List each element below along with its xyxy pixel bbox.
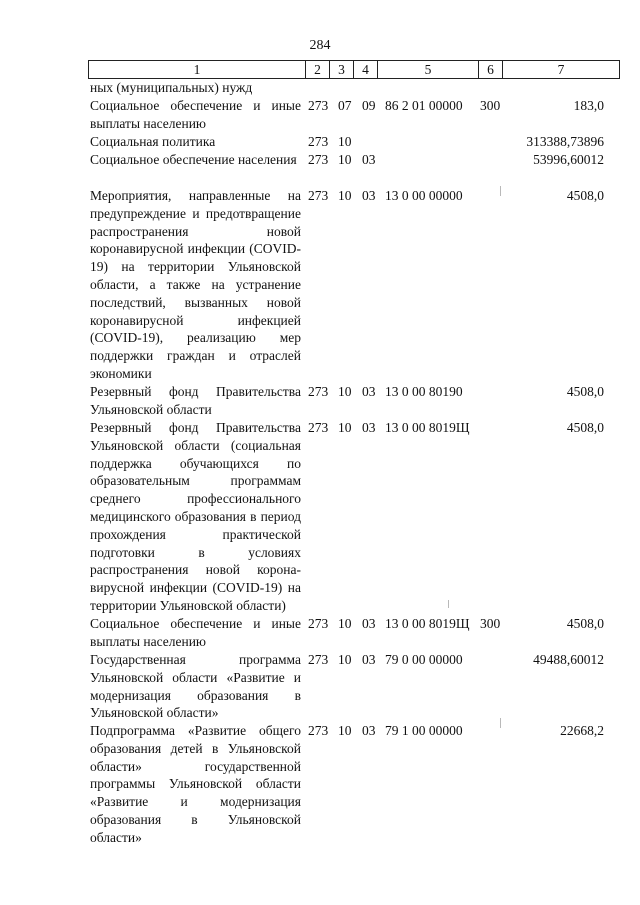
column-number-7: 7 bbox=[503, 61, 620, 79]
cell-target-article: 13 0 00 00000 bbox=[385, 188, 463, 203]
column-header-row bbox=[88, 60, 620, 79]
cell-expense-type: 300 bbox=[480, 98, 501, 113]
cell-subsection-code: 03 bbox=[362, 188, 376, 203]
page-number: 284 bbox=[309, 38, 331, 53]
cell-ministry-code: 273 bbox=[308, 420, 329, 435]
cell-ministry-code: 273 bbox=[308, 188, 329, 203]
cell-ministry-code: 273 bbox=[308, 134, 329, 149]
cell-subsection-code: 03 bbox=[362, 152, 376, 167]
row-name: Резервный фонд Правительства Ульяновской области (социальная поддержка обучающихся по образовательным программам среднего профессионального медицинского образования в период прохождения практической подготовки в условиях распространения новой коронавирусной инфекции (COVID-19) на территории Ульяновской области) bbox=[90, 420, 301, 613]
scan-mark bbox=[500, 718, 501, 728]
table-row bbox=[0, 133, 640, 151]
cell-subsection-code: 09 bbox=[362, 98, 376, 113]
row-name: Мероприятия, направленные на предупреждение и предотвращение распространения новой коронавирусной инфекции (COVID-19) на территории Ульяновской области, а также на устранение последствий, вызванных новой коронавирусной инфекцией (COVID-19), реализацию мер поддержки граждан и отраслей экономики bbox=[90, 188, 301, 381]
cell-target-article: 79 0 00 00000 bbox=[385, 652, 463, 667]
cell-section-code: 10 bbox=[338, 152, 352, 167]
row-name: Резервный фонд Правительства Ульяновской области bbox=[90, 384, 301, 417]
cell-section-code: 10 bbox=[338, 616, 352, 631]
cell-section-code: 10 bbox=[338, 384, 352, 399]
cell-target-article: 79 1 00 00000 bbox=[385, 723, 463, 738]
column-number-1: 1 bbox=[89, 61, 306, 79]
row-name: Социальная политика bbox=[90, 134, 216, 149]
cell-section-code: 10 bbox=[338, 134, 352, 149]
scan-mark bbox=[500, 186, 501, 196]
row-name: Социальное обеспечение и иные выплаты населению bbox=[90, 616, 301, 649]
cell-ministry-code: 273 bbox=[308, 723, 329, 738]
cell-amount: 4508,0 bbox=[566, 188, 604, 203]
cell-amount: 313388,73896 bbox=[526, 134, 604, 149]
column-number-4: 4 bbox=[354, 61, 378, 79]
cell-ministry-code: 273 bbox=[308, 384, 329, 399]
cell-amount: 183,0 bbox=[573, 98, 604, 113]
cell-target-article: 13 0 00 80190 bbox=[385, 384, 463, 399]
cell-target-article: 13 0 00 8019Щ bbox=[385, 420, 470, 435]
table-row bbox=[0, 151, 640, 187]
cell-section-code: 10 bbox=[338, 652, 352, 667]
column-number-6: 6 bbox=[479, 61, 503, 79]
cell-subsection-code: 03 bbox=[362, 723, 376, 738]
cell-amount: 4508,0 bbox=[566, 616, 604, 631]
table-row bbox=[0, 651, 640, 722]
cell-amount: 22668,2 bbox=[560, 723, 604, 738]
cell-amount: 4508,0 bbox=[566, 420, 604, 435]
row-name: ных (муниципальных) нужд bbox=[90, 80, 253, 95]
cell-amount: 53996,60012 bbox=[533, 152, 604, 167]
cell-section-code: 10 bbox=[338, 420, 352, 435]
column-number-5: 5 bbox=[378, 61, 479, 79]
cell-section-code: 10 bbox=[338, 723, 352, 738]
table-row bbox=[0, 79, 640, 97]
row-name: Государственная программа Ульяновской области «Развитие и модернизация образования в Ульяновской области» bbox=[90, 652, 301, 721]
cell-expense-type: 300 bbox=[480, 616, 501, 631]
cell-section-code: 07 bbox=[338, 98, 352, 113]
table-row bbox=[0, 419, 640, 615]
cell-ministry-code: 273 bbox=[308, 152, 329, 167]
cell-subsection-code: 03 bbox=[362, 384, 376, 399]
cell-subsection-code: 03 bbox=[362, 652, 376, 667]
table-row bbox=[0, 187, 640, 383]
row-name: Социальное обеспечение населения bbox=[90, 152, 297, 167]
cell-amount: 49488,60012 bbox=[533, 652, 604, 667]
cell-subsection-code: 03 bbox=[362, 616, 376, 631]
column-number-2: 2 bbox=[306, 61, 330, 79]
table-row bbox=[0, 383, 640, 419]
table-row bbox=[0, 97, 640, 133]
cell-ministry-code: 273 bbox=[308, 616, 329, 631]
budget-table-body bbox=[0, 79, 640, 852]
table-row bbox=[0, 615, 640, 651]
column-number-3: 3 bbox=[330, 61, 354, 79]
cell-subsection-code: 03 bbox=[362, 420, 376, 435]
row-name: Подпрограмма «Развитие общего образования детей в Ульяновской области» государственной программы Ульяновской области «Развитие и модернизация образования в Ульяновской области» bbox=[90, 723, 301, 845]
table-row bbox=[0, 722, 640, 852]
cell-ministry-code: 273 bbox=[308, 98, 329, 113]
cell-section-code: 10 bbox=[338, 188, 352, 203]
cell-amount: 4508,0 bbox=[566, 384, 604, 399]
cell-target-article: 13 0 00 8019Щ bbox=[385, 616, 470, 631]
cell-ministry-code: 273 bbox=[308, 652, 329, 667]
row-name: Социальное обеспечение и иные выплаты населению bbox=[90, 98, 301, 131]
cell-target-article: 86 2 01 00000 bbox=[385, 98, 463, 113]
scan-mark bbox=[448, 600, 449, 608]
